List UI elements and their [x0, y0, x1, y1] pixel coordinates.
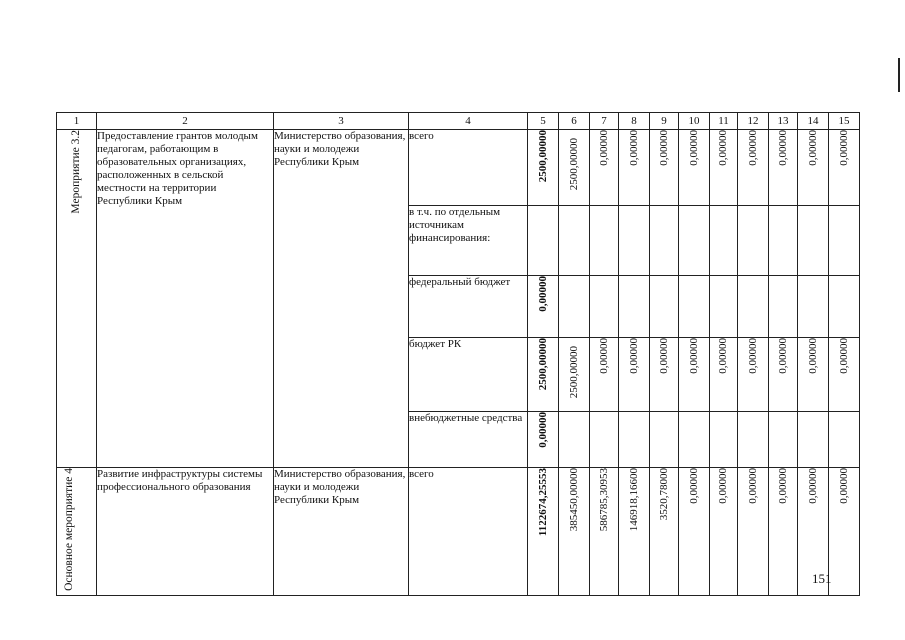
value: 0,00000 — [536, 276, 549, 312]
value-cell — [590, 130, 619, 206]
col-header: 3 — [274, 113, 409, 130]
measure-name: Развитие инфраструктуры системы профессионального образования — [97, 468, 274, 596]
value-cell — [710, 130, 738, 206]
value: 0,00000 — [597, 338, 610, 374]
executor: Министерство образования, науки и молодежи Республики Крым — [274, 130, 409, 468]
value: 0,00000 — [657, 338, 670, 374]
funding-label: в т.ч. по отдельным источникам финансирования: — [409, 206, 528, 276]
budget-table — [56, 112, 860, 596]
col-header: 14 — [798, 113, 829, 130]
value-cell — [528, 276, 559, 338]
page-number: 151 — [812, 571, 832, 586]
col-header: 9 — [650, 113, 679, 130]
col-header: 6 — [559, 113, 590, 130]
col-header: 15 — [829, 113, 860, 130]
value: 0,00000 — [776, 130, 789, 166]
value: 0,00000 — [806, 468, 819, 504]
col-header: 4 — [409, 113, 528, 130]
funding-label: всего — [409, 130, 528, 206]
value: 0,00000 — [837, 338, 850, 374]
value: 2500,00000 — [536, 338, 549, 391]
value-cell — [528, 468, 559, 596]
value: 0,00000 — [597, 130, 610, 166]
value-cell — [650, 468, 679, 596]
value-cell — [710, 468, 738, 596]
value: 0,00000 — [687, 130, 700, 166]
value-cell — [738, 338, 769, 412]
value: 0,00000 — [536, 412, 549, 448]
value-cell — [619, 130, 650, 206]
row-code-cell — [57, 130, 97, 468]
value-cell — [769, 130, 798, 206]
value: 586785,30953 — [597, 468, 610, 532]
value: 2500,00000 — [567, 346, 580, 399]
value: 0,00000 — [657, 130, 670, 166]
value-cell — [679, 338, 710, 412]
executor: Министерство образования, науки и молодежи Республики Крым — [274, 468, 409, 596]
value-cell — [769, 468, 798, 596]
table-row — [57, 468, 860, 596]
row-code: Основное мероприятие 4 — [62, 468, 75, 591]
value: 0,00000 — [806, 130, 819, 166]
value: 0,00000 — [717, 130, 729, 166]
value-cell — [528, 130, 559, 206]
value-cell — [559, 468, 590, 596]
value-cell — [528, 338, 559, 412]
value: 0,00000 — [776, 338, 789, 374]
col-header: 12 — [738, 113, 769, 130]
value-cell — [738, 130, 769, 206]
value: 3520,78000 — [657, 468, 670, 521]
value: 0,00000 — [837, 130, 850, 166]
value: 2500,00000 — [567, 138, 580, 191]
value-cell — [710, 338, 738, 412]
value-cell — [829, 468, 860, 596]
funding-label: бюджет РК — [409, 338, 528, 412]
value-cell — [829, 338, 860, 412]
value-cell — [528, 412, 559, 468]
funding-label: всего — [409, 468, 528, 596]
col-header: 7 — [590, 113, 619, 130]
row-code: Мероприятие 3.2 — [70, 130, 82, 214]
col-header: 8 — [619, 113, 650, 130]
value-cell — [590, 468, 619, 596]
value: 0,00000 — [806, 338, 819, 374]
value-cell — [650, 338, 679, 412]
value: 1122674,25553 — [536, 468, 549, 537]
funding-label: внебюджетные средства — [409, 412, 528, 468]
value: 0,00000 — [837, 468, 850, 504]
col-header: 11 — [710, 113, 738, 130]
value: 0,00000 — [776, 468, 789, 504]
value-cell — [769, 338, 798, 412]
value-cell — [590, 338, 619, 412]
value-cell — [679, 468, 710, 596]
value-cell — [559, 338, 590, 412]
row-code-cell — [57, 468, 97, 596]
value: 0,00000 — [746, 338, 759, 374]
value: 0,00000 — [746, 468, 759, 504]
value: 0,00000 — [746, 130, 759, 166]
col-header: 1 — [57, 113, 97, 130]
col-header: 10 — [679, 113, 710, 130]
value-cell — [738, 468, 769, 596]
value: 0,00000 — [687, 338, 700, 374]
value-cell — [798, 130, 829, 206]
value-cell — [829, 130, 860, 206]
value: 2500,00000 — [536, 130, 549, 183]
margin-mark — [898, 58, 900, 92]
value: 146918,16600 — [627, 468, 640, 532]
value: 0,00000 — [717, 468, 729, 504]
value: 0,00000 — [687, 468, 700, 504]
value: 0,00000 — [717, 338, 729, 374]
funding-label: федеральный бюджет — [409, 276, 528, 338]
value: 0,00000 — [627, 338, 640, 374]
table-row — [57, 130, 860, 206]
value-cell — [619, 468, 650, 596]
measure-name: Предоставление грантов молодым педагогам, работающим в образовательных организациях, расположенных в сельской местности на территории Республики Крым — [97, 130, 274, 468]
col-header: 13 — [769, 113, 798, 130]
value-cell — [619, 338, 650, 412]
header-row — [57, 113, 860, 130]
col-header: 5 — [528, 113, 559, 130]
col-header: 2 — [97, 113, 274, 130]
value: 385450,00000 — [567, 468, 580, 532]
value: 0,00000 — [627, 130, 640, 166]
value-cell — [679, 130, 710, 206]
value-cell — [650, 130, 679, 206]
value-cell — [798, 338, 829, 412]
value-cell — [559, 130, 590, 206]
